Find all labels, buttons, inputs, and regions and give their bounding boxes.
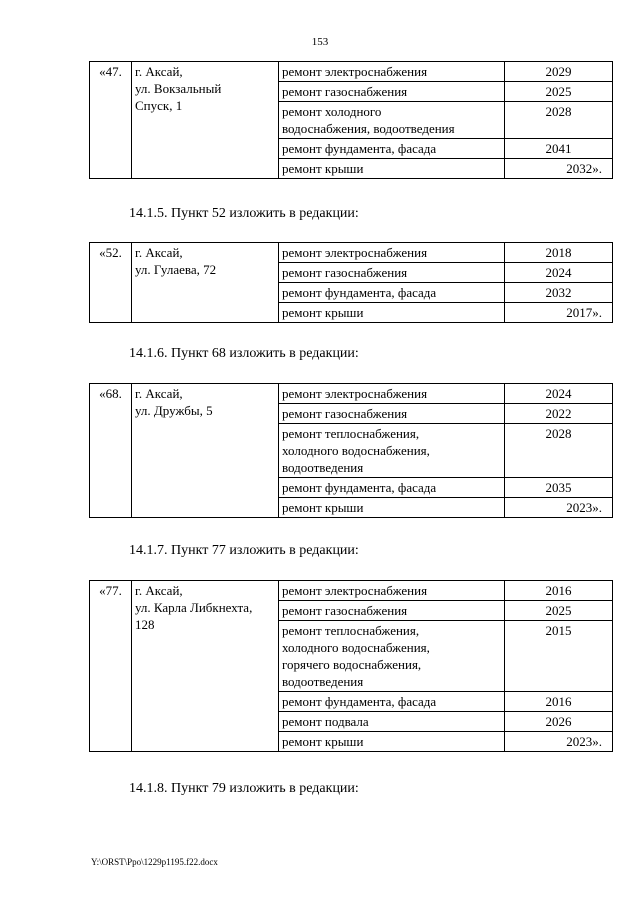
work-type-line: ремонт газоснабжения (282, 406, 408, 421)
year-cell: 2018 (505, 243, 613, 263)
work-type-line: водоснабжения, водоотведения (282, 121, 455, 136)
work-type-cell (279, 243, 505, 263)
table-item-68 (89, 383, 613, 518)
work-type-cell (279, 424, 505, 478)
work-type-line: ремонт крыши (282, 161, 364, 176)
year-cell: 2032 (505, 283, 613, 303)
work-type-line: ремонт электроснабжения (282, 386, 428, 401)
address-line: 128 (135, 617, 155, 632)
work-type-line: ремонт крыши (282, 734, 364, 749)
work-type-cell (279, 478, 505, 498)
work-type-line: ремонт подвала (282, 714, 369, 729)
paragraph-item-52: 14.1.5. Пункт 52 изложить в редакции: (129, 206, 359, 221)
work-type-line: ремонт газоснабжения (282, 603, 408, 618)
paragraph-item-79: 14.1.8. Пункт 79 изложить в редакции: (129, 781, 359, 796)
file-path-footer: Y:\ORST\Ppo\1229p1195.f22.docx (91, 857, 218, 867)
work-type-line: ремонт электроснабжения (282, 245, 428, 260)
address-cell (132, 62, 279, 179)
work-type-cell (279, 82, 505, 102)
work-type-cell (279, 303, 505, 323)
work-type-cell (279, 732, 505, 752)
work-type-cell (279, 283, 505, 303)
work-type-cell (279, 621, 505, 692)
table-row (90, 62, 613, 82)
work-type-cell (279, 384, 505, 404)
work-type-line: горячего водоснабжения, (282, 657, 422, 672)
address-line: г. Аксай, (135, 245, 183, 260)
year-cell: 2022 (505, 404, 613, 424)
work-type-line: ремонт теплоснабжения, (282, 426, 420, 441)
address-line: г. Аксай, (135, 583, 183, 598)
work-type-line: ремонт теплоснабжения, (282, 623, 420, 638)
table-row (90, 384, 613, 404)
table-item-47 (89, 61, 613, 179)
year-cell: 2026 (505, 712, 613, 732)
work-type-cell (279, 712, 505, 732)
table-row (90, 581, 613, 601)
year-cell: 2035 (505, 478, 613, 498)
work-type-line: ремонт газоснабжения (282, 84, 408, 99)
year-cell: 2025 (505, 601, 613, 621)
address-line: г. Аксай, (135, 64, 183, 79)
address-line: ул. Карла Либкнехта, (135, 600, 253, 615)
item-number: «52. (90, 243, 132, 323)
work-type-line: ремонт крыши (282, 500, 364, 515)
work-type-cell (279, 62, 505, 82)
work-type-cell (279, 581, 505, 601)
address-cell (132, 581, 279, 752)
table-row (90, 243, 613, 263)
work-type-line: ремонт фундамента, фасада (282, 141, 437, 156)
year-cell: 2032». (505, 159, 613, 179)
year-cell: 2025 (505, 82, 613, 102)
paragraph-item-68: 14.1.6. Пункт 68 изложить в редакции: (129, 346, 359, 361)
address-line: Спуск, 1 (135, 98, 183, 113)
work-type-cell (279, 102, 505, 139)
year-cell: 2023». (505, 732, 613, 752)
year-cell: 2041 (505, 139, 613, 159)
work-type-line: водоотведения (282, 460, 364, 475)
address-line: г. Аксай, (135, 386, 183, 401)
work-type-line: ремонт газоснабжения (282, 265, 408, 280)
work-type-cell (279, 498, 505, 518)
address-cell (132, 243, 279, 323)
year-cell: 2016 (505, 692, 613, 712)
work-type-line: холодного водоснабжения, (282, 443, 430, 458)
work-type-line: ремонт фундамента, фасада (282, 480, 437, 495)
table-item-77 (89, 580, 613, 752)
work-type-line: ремонт крыши (282, 305, 364, 320)
work-type-cell (279, 692, 505, 712)
address-cell (132, 384, 279, 518)
work-type-line: ремонт холодного (282, 104, 382, 119)
work-type-cell (279, 601, 505, 621)
work-type-line: ремонт электроснабжения (282, 64, 428, 79)
address-line: ул. Гулаева, 72 (135, 262, 217, 277)
year-cell: 2028 (505, 424, 613, 478)
year-cell: 2015 (505, 621, 613, 692)
year-cell: 2016 (505, 581, 613, 601)
year-cell: 2017». (505, 303, 613, 323)
item-number: «68. (90, 384, 132, 518)
work-type-line: ремонт фундамента, фасада (282, 694, 437, 709)
paragraph-item-77: 14.1.7. Пункт 77 изложить в редакции: (129, 543, 359, 558)
work-type-line: водоотведения (282, 674, 364, 689)
year-cell: 2029 (505, 62, 613, 82)
year-cell: 2028 (505, 102, 613, 139)
year-cell: 2024 (505, 384, 613, 404)
page-number: 153 (311, 36, 329, 48)
year-cell: 2024 (505, 263, 613, 283)
year-cell: 2023». (505, 498, 613, 518)
work-type-cell (279, 139, 505, 159)
work-type-line: холодного водоснабжения, (282, 640, 430, 655)
table-item-52 (89, 242, 613, 323)
address-line: ул. Вокзальный (135, 81, 222, 96)
item-number: «47. (90, 62, 132, 179)
work-type-cell (279, 263, 505, 283)
work-type-line: ремонт электроснабжения (282, 583, 428, 598)
work-type-line: ремонт фундамента, фасада (282, 285, 437, 300)
address-line: ул. Дружбы, 5 (135, 403, 213, 418)
work-type-cell (279, 159, 505, 179)
work-type-cell (279, 404, 505, 424)
item-number: «77. (90, 581, 132, 752)
